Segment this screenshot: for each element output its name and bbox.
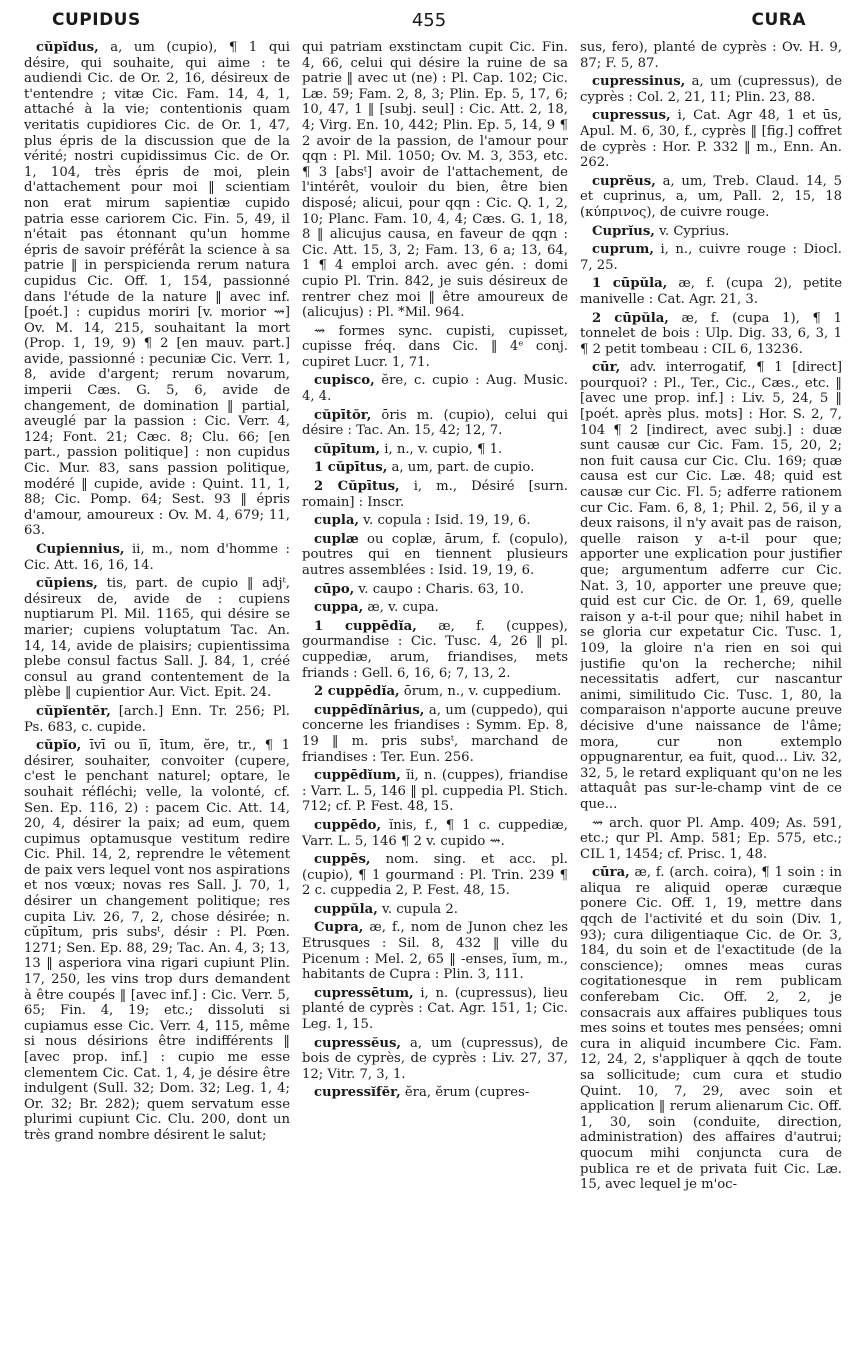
entry-headword: cŭpĭo,: [36, 738, 82, 754]
dictionary-entry: [24, 40, 290, 539]
entry-text: ōrum, n., v. cuppedium.: [399, 684, 562, 700]
entry-text: i, n., v. cupio, ¶ 1.: [380, 441, 503, 457]
dictionary-entry: [24, 576, 290, 701]
entry-headword: cuppa,: [314, 600, 364, 616]
entry-headword: 1 cuppēdĭa,: [314, 618, 417, 634]
entry-text: v. cupula 2.: [377, 901, 458, 917]
entry-text: æ, f., nom de Junon chez les Etrusques : Sil. 8, 432 ‖ ville du Picenum : Mel. 2, 65 ‖ -enses, ĭum, m., habitants de Cupra : Plin. 3, 111.: [302, 920, 568, 983]
entry-text: qui patriam exstinctam cupit Cic. Fin. 4, 66, celui qui désire la ruine de sa patrie ‖ avec ut (ne) : Pl. Cap. 102; Cic. Læ. 59; Fam. 2, 8, 3; Plin. Ep. 5, 17, 6; 10, 47, 1 ‖ [subj. seul] : Cic. Att. 2, 18, 4; Virg. En. 10, 442; Plin. Ep. 5, 14, 9 ¶ 2 avoir de la passion, de l'amour pour qqn : Pl. Mil. 1050; Ov. M. 3, 353, etc. ¶ 3 [absᵗ] avoir de l'attachement, de l'intérêt, vouloir du bien, être bien disposé; alicui, pour qqn : Cic. Q. 1, 2, 10; Planc. Fam. 10, 4, 4; Cæs. G. 1, 18, 8 ‖ alicujus causa, en faveur de qqn : Cic. Att. 15, 3, 2; Fam. 13, 6 a; 13, 64, 1 ¶ 4 emploi arch. avec gén. : domi cupio Pl. Trin. 842, je suis désireux de rentrer chez moi ‖ être amoureux de (alicujus) : Pl. *Mil. 964.: [302, 40, 568, 321]
dictionary-entry: [302, 479, 568, 510]
entry-text: æ, v. cupa.: [363, 600, 439, 616]
entry-text: æ, f. (cuppes), gourmandise : Cic. Tusc. 4, 26 ‖ pl. cuppediæ, arum, friandises, mets friands : Gell. 6, 16, 6; 7, 13, 2.: [302, 618, 568, 681]
entry-text: īvī ou ĭī, ītum, ĕre, tr., ¶ 1 désirer, souhaiter, convoiter (cupere, c'est le penchant naturel; optare, le souhait réfléchi; velle, la volonté, cf. Sen. Ep. 116, 2) : pacem Cic. Att. 14, 20, 4, désirer la paix; ad eum, quem cupimus optamusque vestitum redire Cic. Phil. 14, 2, reprendre le vêtement de paix vers lequel vont nos aspirations et nos vœux; novas res Sall. J. 70, 1, désirer un changement politique; res cupita Liv. 26, 7, 2, chose désirée; n. cŭpītum, pris subsᵗ, désir : Pl. Pœn. 1271; Sen. Ep. 88, 29; Tac. An. 4, 3; 13, 13 ‖ asperiora vina rigari cupiunt Plin. 17, 250, les vins trop durs demandent à être coupés ‖ [avec inf.] : Cic. Verr. 5, 65; Fin. 4, 19; etc.; dissoluti si cupiamus esse Cic. Verr. 4, 115, même si nous désirions être indifférents ‖ [avec prop. inf.] : cupio me esse clementem Cic. Cat. 1, 4, je désire être indulgent (Sull. 32; Dom. 32; Leg. 1, 4; Or. 32; Br. 282); quem servatum esse plurimi cupiunt Cic. Clu. 200, dont un très grand nombre désirent le salut;: [24, 738, 290, 1143]
entry-text: ĭi, n. (cuppes), friandise : Varr. L. 5, 146 ‖ pl. cuppedia Pl. Stich. 712; cf. P. Fest. 48, 15.: [302, 768, 568, 815]
entry-text: a, um (cupio), ¶ 1 qui désire, qui souhaite, qui aime : te audiendi Cic. de Or. 2, 16, désireux de t'entendre ; vitæ Cic. Fam. 14, 4, 1, attaché à la vie; contentionis quam veritatis cupidiores Cic. de Or. 1, 47, plus épris de la discussion que de la vérité; nostri cupidissimus Cic. de Or. 1, 104, très épris de moi, plein d'attachement pour moi ‖ scientiam non erat mirum sapientiæ cupido patria esse cariorem Cic. Fin. 5, 49, il n'était pas étonnant qu'un homme épris de savoir préférât la science à sa patrie ‖ in perspicienda rerum natura cupidus Cic. Off. 1, 154, passionné dans l'étude de la nature ‖ avec inf. [poét.] : cupidus moriri [v. morior ⇝] Ov. M. 14, 215, souhaitant la mort (Prop. 1, 19, 9) ¶ 2 [en mauv. part.] avide, passionné : pecuniæ Cic. Verr. 1, 8, avide d'argent; rerum novarum, imperii Cæs. G. 5, 6, avide de changement, de domination ‖ partial, aveuglé par la passion : Cic. Verr. 4, 124; Font. 21; Cæc. 8; Clu. 66; [en part., passion politique] : non cupidus Cic. Mur. 83, sans passion politique, modéré ‖ cupide, avide : Quint. 11, 1, 88; Cic. Pomp. 64; Sest. 93 ‖ épris d'amour, amoureux : Ov. M. 4, 679; 11, 63.: [24, 40, 290, 539]
entry-headword: cuppēdĭnārius,: [314, 702, 425, 718]
entry-text: æ, f. (cupa 2), petite manivelle : Cat. Agr. 21, 3.: [580, 276, 842, 307]
dictionary-entry: [302, 703, 568, 765]
column-middle: [302, 40, 568, 1350]
dictionary-entry: [580, 74, 842, 105]
dictionary-entry: [24, 738, 290, 1143]
entry-text: ĕra, ĕrum (cupres-: [400, 1085, 530, 1101]
running-head-left: CUPIDUS: [52, 10, 141, 30]
dictionary-entry: [24, 704, 290, 735]
entry-headword: cūpo,: [314, 581, 355, 597]
entry-headword: 1 cŭpītus,: [314, 460, 388, 476]
entry-headword: 2 cūpŭla,: [592, 310, 669, 326]
entry-headword: cupla,: [314, 513, 359, 529]
entry-text: v. copula : Isid. 19, 19, 6.: [358, 513, 531, 529]
column-left: [24, 40, 290, 1350]
entry-text: a, um (cuppedo), qui concerne les friandises : Symm. Ep. 8, 19 ‖ m. pris subsᵗ, marchand de friandises : Ter. Eun. 256.: [302, 702, 568, 765]
dictionary-entry: [302, 40, 568, 321]
entry-headword: 2 Cŭpītus,: [314, 479, 400, 495]
dictionary-entry: [580, 360, 842, 812]
entry-headword: Cupra,: [314, 920, 364, 936]
dictionary-entry: [580, 224, 842, 240]
dictionary-entry: [302, 408, 568, 439]
dictionary-entry: [302, 373, 568, 404]
entry-headword: cuppēs,: [314, 852, 371, 868]
dictionary-entry: [302, 986, 568, 1033]
entry-text: [arch.] Enn. Tr. 256; Pl. Ps. 683, c. cupide.: [24, 703, 290, 735]
entry-text: v. caupo : Charis. 63, 10.: [354, 581, 524, 597]
entry-text: ⇝ arch. quor Pl. Amp. 409; As. 591, etc.; qur Pl. Amp. 581; Ep. 575, etc.; CIL 1, 1454; cf. Prisc. 1, 48.: [580, 815, 842, 862]
dictionary-entry: [302, 902, 568, 918]
entry-headword: cupisco,: [314, 373, 375, 389]
dictionary-entry: [302, 442, 568, 458]
dictionary-entry: [302, 920, 568, 982]
entry-headword: Cuprĭus,: [592, 223, 655, 239]
entry-text: ĕre, c. cupio : Aug. Music. 4, 4.: [302, 373, 568, 405]
dictionary-entry: [302, 619, 568, 681]
entry-headword: cuplæ: [314, 531, 359, 547]
entry-text: v. Cyprius.: [654, 223, 730, 239]
entry-text: ⇝ formes sync. cupisti, cupisset, cupisse fréq. dans Cic. ‖ 4ᵉ conj. cupiret Lucr. 1, 71.: [302, 323, 568, 370]
entry-headword: cŭpiens,: [36, 576, 98, 592]
entry-headword: cuppŭla,: [314, 901, 378, 917]
dictionary-entry: [580, 40, 842, 71]
entry-headword: cuppēdĭum,: [314, 768, 401, 784]
entry-headword: cupressētum,: [314, 985, 414, 1001]
entry-text: tis, part. de cupio ‖ adjᵗ, désireux de, avide de : cupiens nuptiarum Pl. Mil. 1165, qui désire se marier; cupiens voluptatum Tac. An. 14, 14, avide de plaisirs; cupientissima plebe consul factus Sall. J. 84, 1, créé consul au grand contentement de la plèbe ‖ cupientior Aur. Vict. Epit. 24.: [24, 576, 290, 701]
entry-text: ĭnis, f., ¶ 1 c. cuppediæ, Varr. L. 5, 146 ¶ 2 v. cupido ⇝.: [302, 817, 568, 849]
entry-text: a, um, part. de cupio.: [387, 460, 535, 476]
entry-headword: cŭpĭdus,: [36, 40, 99, 55]
dictionary-entry: [580, 276, 842, 307]
dictionary-entry: [302, 600, 568, 616]
entry-text: i, n. (cupressus), lieu planté de cyprès : Cat. Agr. 151, 1; Cic. Leg. 1, 15.: [302, 985, 568, 1033]
dictionary-entry: [24, 542, 290, 573]
dictionary-entry: [580, 311, 842, 358]
entry-headword: Cupiennius,: [36, 542, 125, 557]
entry-headword: cuprum,: [592, 242, 654, 258]
entry-text: ou coplæ, ārum, f. (copulo), poutres qui en tiennent plusieurs autres assemblées : Isid. 19, 19, 6.: [302, 531, 568, 578]
page-number: 455: [411, 10, 447, 31]
dictionary-entry: [580, 816, 842, 863]
dictionary-entry: [302, 532, 568, 579]
entry-headword: cuprĕus,: [592, 173, 656, 189]
entry-text: ōris m. (cupio), celui qui désire : Tac. An. 15, 42; 12, 7.: [302, 407, 568, 439]
entry-text: ii, m., nom d'homme : Cic. Att. 16, 16, 14.: [24, 542, 290, 573]
dictionary-entry: [302, 460, 568, 476]
entry-headword: cupressus,: [592, 108, 671, 124]
dictionary-entry: [580, 242, 842, 273]
dictionary-entry: [302, 582, 568, 598]
dictionary-entry: [302, 818, 568, 849]
entry-text: i, m., Désiré [surn. romain] : Inscr.: [302, 479, 568, 510]
entry-headword: cupressĕus,: [314, 1035, 402, 1051]
entry-headword: cŭpītum,: [314, 441, 381, 457]
entry-text: sus, fero), planté de cyprès : Ov. H. 9, 87; F. 5, 87.: [580, 40, 842, 71]
entry-headword: cuppēdo,: [314, 817, 382, 833]
entry-headword: cūra,: [592, 865, 630, 881]
running-head-right: CURA: [751, 10, 806, 30]
entry-text: a, um (cupressus), de cyprès : Col. 2, 21, 11; Plin. 23, 88.: [580, 74, 842, 105]
dictionary-entry: [580, 108, 842, 170]
dictionary-entry: [302, 684, 568, 700]
entry-text: a, um (cupressus), de bois de cyprès, de cyprès : Liv. 27, 37, 12; Vitr. 7, 3, 1.: [302, 1035, 568, 1082]
page-header: [0, 0, 858, 38]
dictionary-entry: [580, 865, 842, 1192]
dictionary-entry: [302, 768, 568, 815]
dictionary-entry: [302, 324, 568, 371]
dictionary-entry: [302, 852, 568, 899]
dictionary-entry: [580, 174, 842, 221]
entry-headword: 1 cūpŭla,: [592, 276, 668, 292]
entry-text: i, n., cuivre rouge : Diocl. 7, 25.: [580, 242, 842, 273]
entry-headword: cūr,: [592, 360, 621, 376]
entry-headword: cupressĭfĕr,: [314, 1085, 401, 1101]
dictionary-entry: [302, 513, 568, 529]
dictionary-entry: [302, 1036, 568, 1083]
entry-text: nom. sing. et acc. pl. (cupio), ¶ 1 gourmand : Pl. Trin. 239 ¶ 2 c. cuppedia 2, P. Fest. 48, 15.: [302, 852, 568, 899]
entry-headword: cupressinus,: [592, 74, 686, 90]
column-right: [580, 40, 842, 1350]
entry-headword: cŭpĭentĕr,: [36, 703, 111, 719]
entry-text: æ, f. (arch. coira), ¶ 1 soin : in aliqua re aliquid operæ curæque ponere Cic. Off. 1, 19, mettre dans qqch de l'activité et du soin (Div. 1, 93); cura diligentiaque Cic. de Or. 3, 184, du soin et de l'exactitude (de la conscience); omnes meas curas cogitationesque in rem publicam conferebam Cic. Off. 2, 2, je consacrais aux affaires publiques tous mes soins et toutes mes pensées; omni cura in aliquid incumbere Cic. Fam. 12, 24, 2, s'appliquer à qqch de toute sa sollicitude; cum cura et studio Quint. 10, 7, 29, avec soin et application ‖ rerum alienarum Cic. Off. 1, 30, soin (conduite, direction, administration) des affaires d'autrui; quocum mihi conjuncta cura de publica re et de privata fuit Cic. Læ. 15, avec lequel je m'oc-: [580, 865, 842, 1193]
entry-headword: 2 cuppēdĭa,: [314, 684, 400, 700]
dictionary-entry: [302, 1085, 568, 1101]
entry-text: i, Cat. Agr 48, 1 et ūs, Apul. M. 6, 30, f., cyprès ‖ [fig.] coffret de cyprès : Hor. P. 332 ‖ m., Enn. An. 262.: [580, 108, 842, 171]
entry-text: adv. interrogatif, ¶ 1 [direct] pourquoi? : Pl., Ter., Cic., Cæs., etc. ‖ [avec une prop. inf.] : Liv. 5, 24, 5 ‖ [poét. après plus. mots] : Hor. S. 2, 7, 104 ¶ 2 [indirect, avec subj.] : duæ sunt causæ cur Cic. Fam. 15, 20, 2; non fuit causa cur Cic. Clu. 169; quæ causa est cur Cic. Læ. 48; quid est causæ cur Cic. Fl. 5; adferre rationem cur Cic. Fam. 6, 8, 1; Phil. 2, 56, il y a deux raisons, il n'y avait pas de raison, quelle raison y a-t-il pour que; apporter une explication pour justifier que; argumentum adferre cur Cic. Nat. 3, 10, apporter une preuve que; quid est cur Cic. de Or. 1, 69, quelle raison y a-t-il pour que; nihil habet in se gloria cur expetatur Cic. Tusc. 1, 109, la gloire n'a rien en soi qui justifie qu'on la recherche; nihil necessitatis adfert, cur nascantur animi, similitudo Cic. Tusc. 1, 80, la comparaison n'apporte aucune preuve décisive d'une naissance de l'âme; mora, cur non extemplo oppugnarentur, ea fuit, quod... Liv. 32, 32, 5, le retard expliquant qu'on ne les attaquât pas sur-le-champ vint de ce que...: [580, 360, 842, 812]
entry-text: æ, f. (cupa 1), ¶ 1 tonnelet de bois : Ulp. Dig. 33, 6, 3, 1 ¶ 2 petit tombeau : CIL 6, 13236.: [580, 310, 842, 357]
entry-headword: cŭpītŏr,: [314, 407, 372, 423]
entry-text: a, um, Treb. Claud. 14, 5 et cuprinus, a, um, Pall. 2, 15, 18 (κύπρινος), de cuivre rouge.: [580, 173, 842, 220]
